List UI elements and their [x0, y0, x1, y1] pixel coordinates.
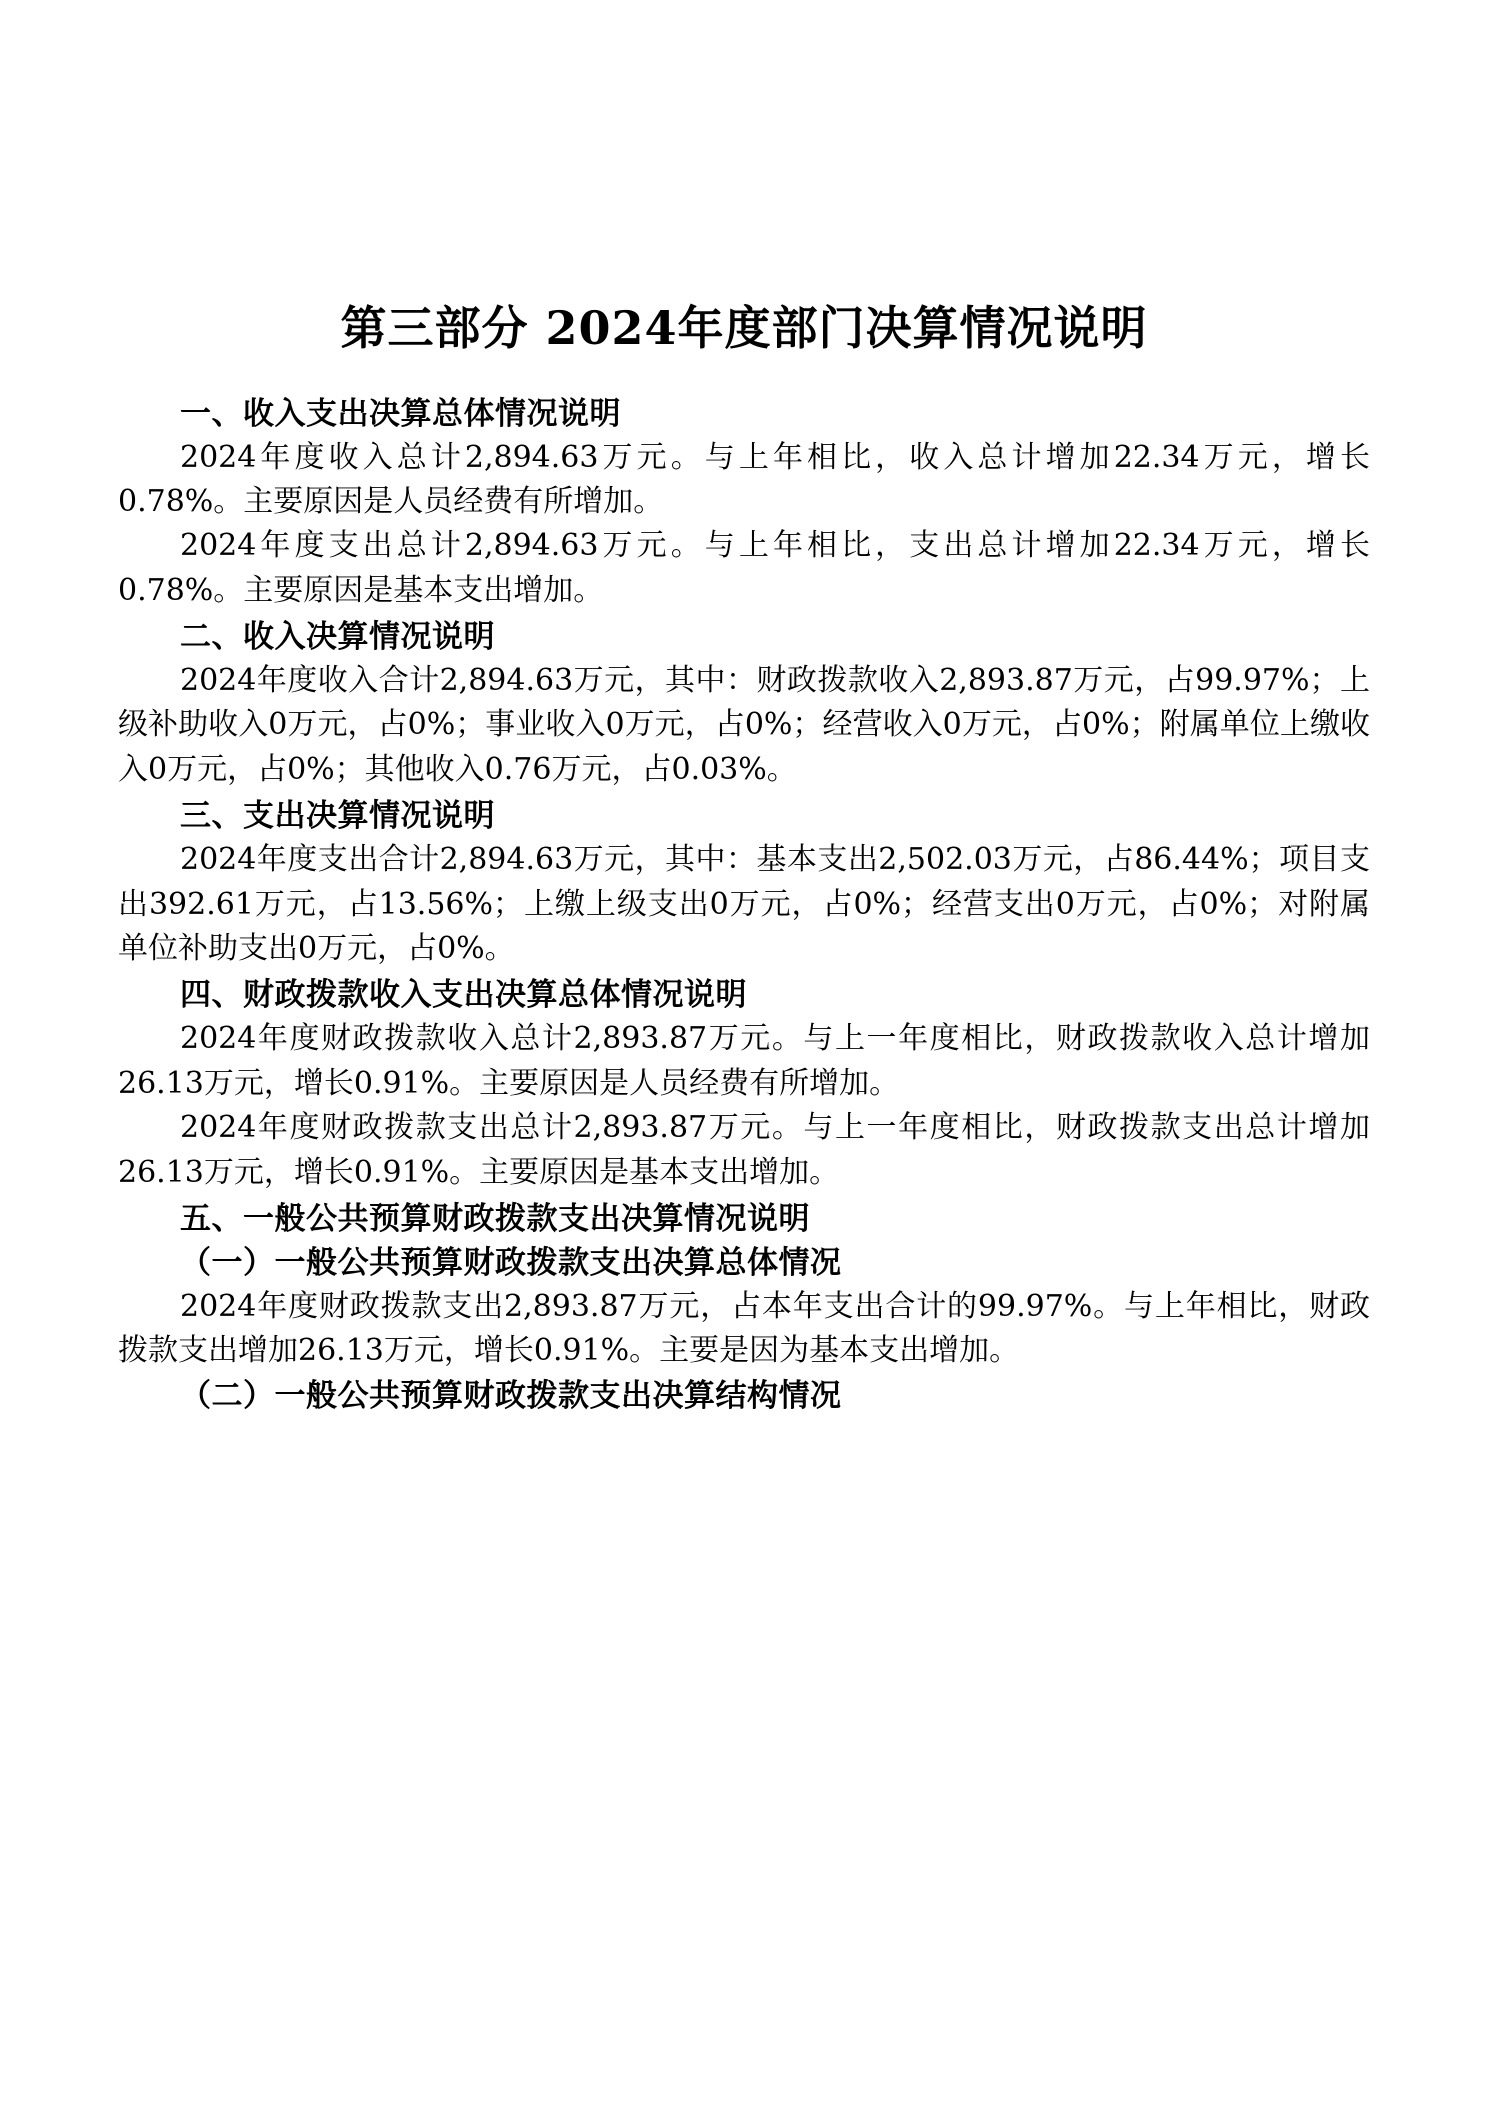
- section-fiscal-appropriation-overview: [118, 973, 1370, 1195]
- paragraph: 2024年度财政拨款收入总计2,893.87万元。与上一年度相比，财政拨款收入总计增加26.13万元，增长0.91%。主要原因是人员经费有所增加。: [118, 1021, 1370, 1101]
- paragraph: 2024年度支出总计2,894.63万元。与上年相比，支出总计增加22.34万元，增长0.78%。主要原因是基本支出增加。: [118, 528, 1370, 608]
- section-heading: 二、收入决算情况说明: [180, 619, 495, 656]
- section-heading: 五、一般公共预算财政拨款支出决算情况说明: [180, 1201, 810, 1238]
- paragraph: 2024年度收入合计2,894.63万元，其中：财政拨款收入2,893.87万元，占99.97%；上级补助收入0万元，占0%；事业收入0万元，占0%；经营收入0万元，占0%；附属单位上缴收入0万元，占0%；其他收入0.76万元，占0.03%。: [118, 663, 1370, 787]
- section-heading: 四、财政拨款收入支出决算总体情况说明: [180, 977, 747, 1014]
- paragraph: 2024年度收入总计2,894.63万元。与上年相比，收入总计增加22.34万元，增长0.78%。主要原因是人员经费有所增加。: [118, 439, 1370, 519]
- paragraph: 2024年度财政拨款支出2,893.87万元，占本年支出合计的99.97%。与上年相比，财政拨款支出增加26.13万元，增长0.91%。主要是因为基本支出增加。: [118, 1289, 1370, 1369]
- paragraph: 2024年度支出合计2,894.63万元，其中：基本支出2,502.03万元，占86.44%；项目支出392.61万元，占13.56%；上缴上级支出0万元，占0%；经营支出0万元，占0%；对附属单位补助支出0万元，占0%。: [118, 842, 1370, 967]
- section-income-settlement: [118, 615, 1370, 792]
- section-general-public-budget: [118, 1197, 1370, 1418]
- subsection-heading: （二）一般公共预算财政拨款支出决算结构情况: [180, 1377, 842, 1414]
- section-income-expense-overview: [118, 392, 1370, 614]
- section-expenditure-settlement: [118, 794, 1370, 971]
- section-heading: 三、支出决算情况说明: [180, 798, 495, 835]
- page-title: 第三部分 2024年度部门决算情况说明: [340, 301, 1148, 355]
- section-heading: 一、收入支出决算总体情况说明: [180, 395, 621, 432]
- paragraph: 2024年度财政拨款支出总计2,893.87万元。与上一年度相比，财政拨款支出总计增加26.13万元，增长0.91%。主要原因是基本支出增加。: [118, 1110, 1370, 1190]
- subsection-heading: （一）一般公共预算财政拨款支出决算总体情况: [180, 1245, 842, 1282]
